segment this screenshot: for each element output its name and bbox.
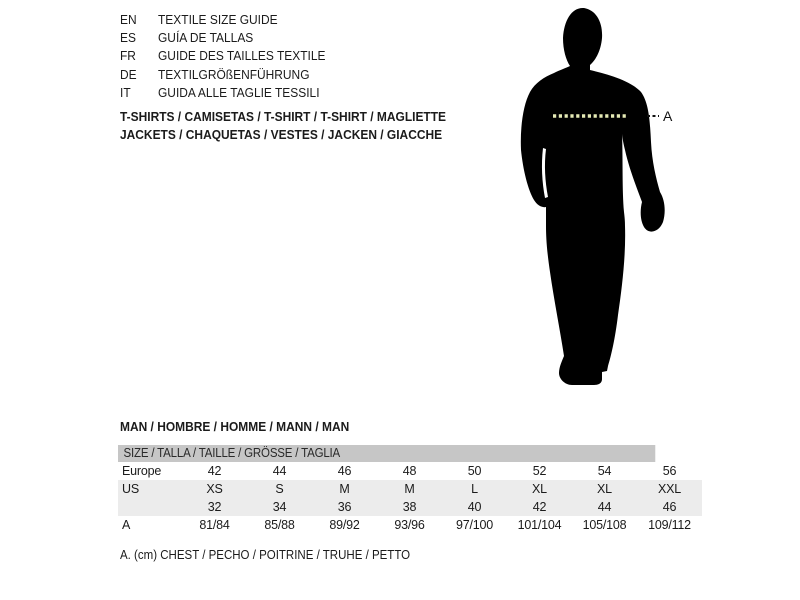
- table-row-us: [118, 480, 702, 498]
- size-value: 105/108: [582, 518, 627, 532]
- row-label: US: [122, 482, 139, 496]
- size-value: 44: [272, 464, 287, 478]
- size-value: XL: [532, 482, 547, 496]
- size-value: 97/100: [455, 518, 494, 532]
- measurement-a-label: A: [663, 108, 673, 124]
- table-row-us-numeric: [118, 498, 702, 516]
- row-label: A: [122, 518, 131, 532]
- size-table-header: SIZE / TALLA / TAILLE / GRÖSSE / TAGLIA: [118, 445, 655, 462]
- size-value: 46: [337, 464, 352, 478]
- language-code: IT: [120, 85, 131, 101]
- size-value: 32: [207, 500, 222, 514]
- category-tshirts: T-SHIRTS / CAMISETAS / T-SHIRT / T-SHIRT / MAGLIETTE: [120, 109, 447, 124]
- section-title-man: MAN / HOMBRE / HOMME / MANN / MAN: [120, 419, 350, 434]
- language-row-it: [120, 84, 340, 102]
- size-value: 40: [467, 500, 482, 514]
- size-value: 44: [597, 500, 612, 514]
- size-value: 48: [402, 464, 417, 478]
- man-silhouette-shape: [521, 8, 665, 385]
- language-row-fr: [120, 47, 340, 65]
- size-value: 89/92: [329, 518, 360, 532]
- size-value: L: [471, 482, 478, 496]
- size-value: 46: [662, 500, 677, 514]
- table-row-chest-a: [118, 516, 702, 534]
- size-value: 56: [662, 464, 677, 478]
- size-value: 109/112: [648, 518, 691, 532]
- language-row-de: [120, 65, 340, 83]
- language-label: TEXTILGRÖßENFÜHRUNG: [158, 66, 310, 82]
- size-value: 36: [337, 500, 352, 514]
- language-row-es: [120, 28, 340, 46]
- size-table: [118, 445, 702, 534]
- size-value: 93/96: [394, 518, 425, 532]
- table-row-europe: [118, 462, 702, 480]
- language-label: GUIDE DES TAILLES TEXTILE: [158, 48, 326, 64]
- language-code: ES: [120, 30, 136, 46]
- size-value: 50: [467, 464, 482, 478]
- category-jackets: JACKETS / CHAQUETAS / VESTES / JACKEN / GIACCHE: [120, 127, 443, 142]
- language-code: DE: [120, 66, 137, 82]
- man-silhouette: [490, 0, 710, 410]
- size-value: XL: [597, 482, 612, 496]
- product-categories: [120, 108, 474, 144]
- size-value: 85/88: [264, 518, 295, 532]
- size-value: 38: [402, 500, 417, 514]
- language-code: FR: [120, 48, 136, 64]
- measurement-footnote: A. (cm) CHEST / PECHO / POITRINE / TRUHE / PETTO: [120, 548, 411, 562]
- language-label: GUIDA ALLE TAGLIE TESSILI: [158, 85, 320, 101]
- size-value: 42: [532, 500, 547, 514]
- language-code: EN: [120, 11, 137, 27]
- size-value: 101/104: [517, 518, 562, 532]
- row-label: Europe: [122, 464, 162, 478]
- size-value: XXL: [657, 482, 682, 496]
- size-value: M: [404, 482, 415, 496]
- language-label: TEXTILE SIZE GUIDE: [158, 11, 278, 27]
- language-label: GUÍA DE TALLAS: [158, 30, 254, 46]
- size-value: S: [275, 482, 284, 496]
- size-value: M: [339, 482, 350, 496]
- size-value: 52: [532, 464, 547, 478]
- size-value: 81/84: [199, 518, 230, 532]
- language-row-en: [120, 10, 340, 28]
- size-value: 34: [272, 500, 287, 514]
- size-value: 42: [207, 464, 222, 478]
- size-value: 54: [597, 464, 612, 478]
- language-list: [120, 10, 340, 102]
- size-value: XS: [206, 482, 223, 496]
